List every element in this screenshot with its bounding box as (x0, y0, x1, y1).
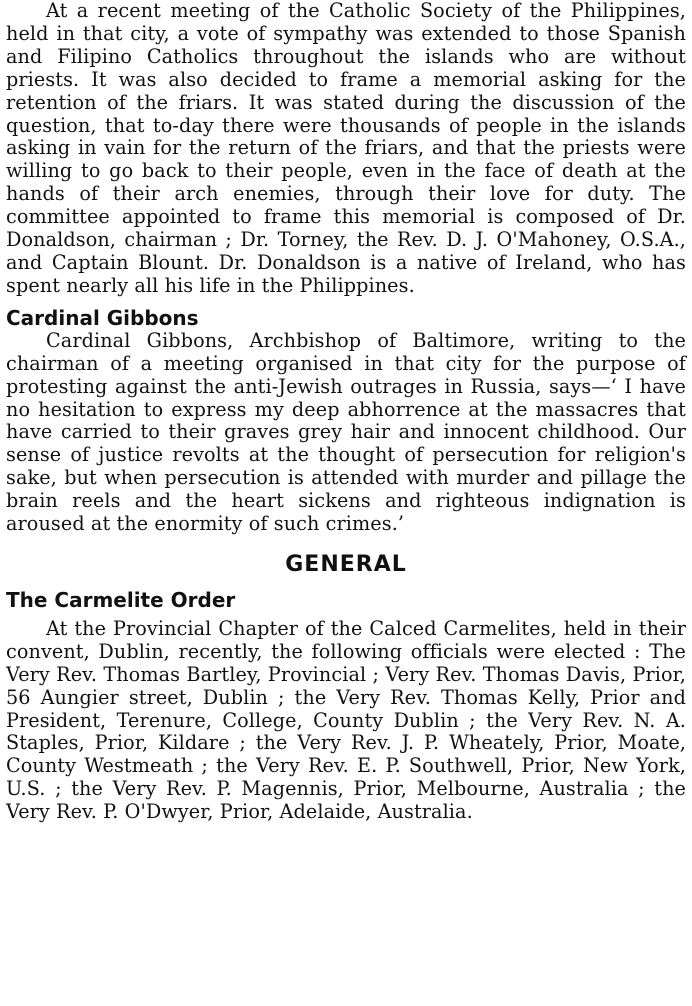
carmelite-order-paragraph: At the Provincial Chapter of the Calced Carmelites, held in their convent, Dublin, recently, the following officials were elected : The Very Rev. Thomas Bartley, Provincial ; Very Rev. Thomas Davis, Prior, 56 Aungier street, Dublin ; the Very Rev. Thomas Kelly, Prior and President, Terenure, College, County Dublin ; the Very Rev. N. A. Staples, Prior, Kildare ; the Very Rev. J. P. Wheately, Prior, Moate, County Westmeath ; the Very Rev. E. P. Southwell, Prior, New York, U.S. ; the Very Rev. P. Magennis, Prior, Melbourne, Australia ; the Very Rev. P. O'Dwyer, Prior, Adelaide, Australia. (6, 616, 686, 824)
newspaper-page (6, 0, 686, 824)
cardinal-gibbons-paragraph: Cardinal Gibbons, Archbishop of Baltimore, writing to the chairman of a meeting organised in that city for the purpose of protesting against the anti-Jewish outrages in Russia, says—‘ I have no hesitation to express my deep abhorrence at the massacres that have carried to their graves grey hair and innocent childhood. Our sense of justice revolts at the thought of persecution for religion's sake, but when persecution is attended with murder and pillage the brain reels and the heart sickens and righteous indignation is aroused at the enormity of such crimes.’ (6, 328, 686, 536)
cardinal-gibbons-heading: Cardinal Gibbons (6, 305, 199, 330)
catholic-society-paragraph: At a recent meeting of the Catholic Society of the Philippines, held in that city, a vote of sympathy was extended to those Spanish and Filipino Catholics throughout the islands who are without priests. It was also decided to frame a memorial asking for the retention of the friars. It was stated during the discussion of the question, that to-day there were thousands of people in the islands asking in vain for the return of the friars, and that the priests were willing to go back to their people, even in the face of death at the hands of their arch enemies, through their love for duty. The committee appointed to frame this memorial is composed of Dr. Donaldson, chairman ; Dr. Torney, the Rev. D. J. O'Mahoney, O.S.A., and Captain Blount. Dr. Donaldson is a native of Ireland, who has spent nearly all his life in the Philippines. (6, 0, 686, 297)
carmelite-order-heading: The Carmelite Order (6, 587, 236, 612)
general-section-title: GENERAL (285, 551, 407, 577)
